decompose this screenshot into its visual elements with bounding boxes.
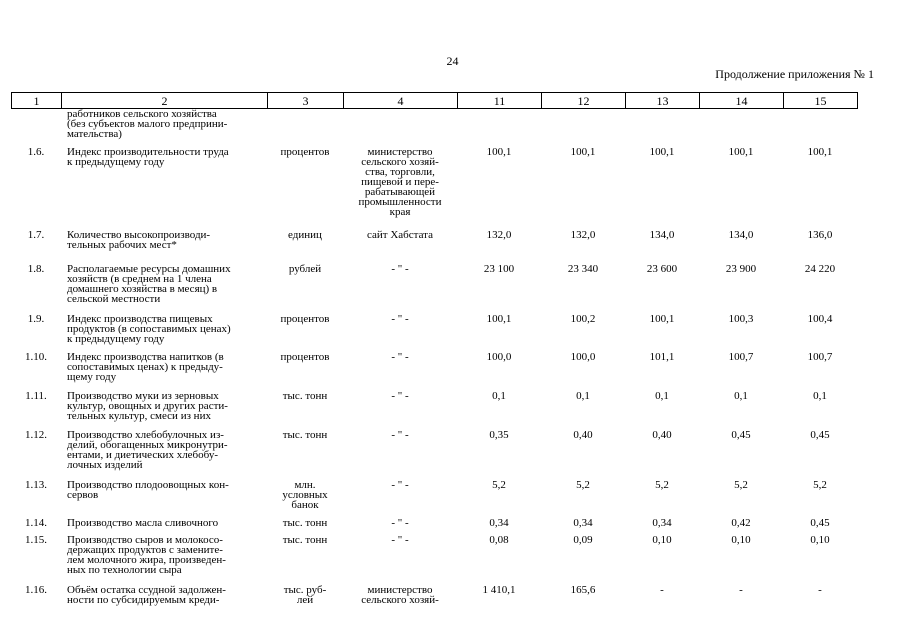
row-number: 1.8. xyxy=(27,263,45,275)
value-11: 5,2 xyxy=(492,479,506,491)
value-11: 100,1 xyxy=(486,313,512,325)
indicator-name: Индекс производства пищевых продуктов (в сопоставимых ценах) к предыдущему году xyxy=(67,313,231,345)
value-12: 100,1 xyxy=(570,146,596,158)
value-13: 5,2 xyxy=(655,479,669,491)
value-15: 0,1 xyxy=(813,390,827,402)
column-header: 12 xyxy=(542,93,626,109)
source: сайт Хабстата xyxy=(366,229,433,241)
value-13: 0,40 xyxy=(652,429,672,441)
value-11: 100,1 xyxy=(486,146,512,158)
unit: тыс. тонн xyxy=(282,429,328,441)
value-15: 100,4 xyxy=(807,313,833,325)
unit: тыс. руб- лей xyxy=(283,584,327,606)
row-number: 1.13. xyxy=(25,479,47,491)
value-15: 100,7 xyxy=(807,351,833,363)
value-14: 100,1 xyxy=(728,146,754,158)
source: - " - xyxy=(391,479,409,491)
continuation-label: Продолжение приложения № 1 xyxy=(715,67,874,81)
value-15: - xyxy=(818,584,822,596)
column-header: 1 xyxy=(12,93,62,109)
unit: процентов xyxy=(280,351,330,363)
indicator-name: Индекс производительности труда к предыдущему году xyxy=(67,146,229,168)
value-11: 23 100 xyxy=(483,263,515,275)
value-15: 5,2 xyxy=(813,479,827,491)
source: - " - xyxy=(391,390,409,402)
value-13: 0,10 xyxy=(652,534,672,546)
row-number: 1.10. xyxy=(25,351,47,363)
unit: тыс. тонн xyxy=(282,390,328,402)
value-11: 132,0 xyxy=(486,229,512,241)
value-11: 0,35 xyxy=(489,429,509,441)
value-15: 0,45 xyxy=(810,429,830,441)
column-header: 11 xyxy=(458,93,542,109)
column-header: 14 xyxy=(700,93,784,109)
indicator-name: Производство плодоовощных кон- сервов xyxy=(67,479,229,501)
unit: тыс. тонн xyxy=(282,534,328,546)
value-15: 0,10 xyxy=(810,534,830,546)
indicator-name: Количество высокопроизводи- тельных рабочих мест* xyxy=(67,229,211,251)
value-14: 0,1 xyxy=(734,390,748,402)
source: - " - xyxy=(391,313,409,325)
indicator-name: Объём остатка ссудной задолжен- ности по субсидируемым креди- xyxy=(67,584,226,606)
value-14: 5,2 xyxy=(734,479,748,491)
unit: процентов xyxy=(280,313,330,325)
value-12: 165,6 xyxy=(570,584,596,596)
value-13: 100,1 xyxy=(649,313,675,325)
column-header-row xyxy=(12,93,858,109)
value-15: 136,0 xyxy=(807,229,833,241)
indicator-name: Производство сыров и молокосо- держащих продуктов с замените- лем молочного жира, произведен- ных по технологии сыра xyxy=(67,534,226,576)
column-header-table xyxy=(11,92,858,109)
unit: единиц xyxy=(288,229,322,241)
row-number: 1.12. xyxy=(25,429,47,441)
value-12: 5,2 xyxy=(576,479,590,491)
source: министерство сельского хозяй- ства, торговли, пищевой и пере- рабатывающей промышленности края xyxy=(358,146,442,218)
row-number: 1.11. xyxy=(25,390,47,402)
indicator-name: работников сельского хозяйства (без субъектов малого предприни- мательства) xyxy=(67,108,228,140)
indicator-name: Располагаемые ресурсы домашних хозяйств (в среднем на 1 члена домашнего хозяйства в месяц) в сельской местности xyxy=(67,263,231,305)
value-14: 134,0 xyxy=(728,229,754,241)
column-header: 13 xyxy=(626,93,700,109)
row-number: 1.9. xyxy=(27,313,45,325)
value-14: 100,7 xyxy=(728,351,754,363)
value-11: 0,1 xyxy=(492,390,506,402)
row-number: 1.6. xyxy=(27,146,45,158)
value-15: 24 220 xyxy=(804,263,836,275)
column-header: 15 xyxy=(784,93,858,109)
unit: рублей xyxy=(288,263,322,275)
value-14: 0,45 xyxy=(731,429,751,441)
source: - " - xyxy=(391,429,409,441)
value-13: 134,0 xyxy=(649,229,675,241)
row-number: 1.7. xyxy=(27,229,45,241)
source: - " - xyxy=(391,351,409,363)
indicator-name: Производство масла сливочного xyxy=(67,517,219,529)
source: - " - xyxy=(391,263,409,275)
page-number: 24 xyxy=(446,54,459,68)
value-12: 100,0 xyxy=(570,351,596,363)
indicator-name: Производство хлебобулочных из- делий, обогащенных микронутри- ентами, и диетических хлебобу- лочных изделий xyxy=(67,429,228,471)
column-header: 4 xyxy=(344,93,458,109)
value-13: - xyxy=(660,584,664,596)
indicator-name: Индекс производства напитков (в сопоставимых ценах) к предыду- щему году xyxy=(67,351,224,383)
column-header: 2 xyxy=(62,93,268,109)
value-14: 0,10 xyxy=(731,534,751,546)
unit: тыс. тонн xyxy=(282,517,328,529)
value-12: 23 340 xyxy=(567,263,599,275)
row-number: 1.15. xyxy=(25,534,47,546)
value-15: 100,1 xyxy=(807,146,833,158)
value-13: 0,34 xyxy=(652,517,672,529)
value-13: 23 600 xyxy=(646,263,678,275)
value-12: 100,2 xyxy=(570,313,596,325)
value-13: 0,1 xyxy=(655,390,669,402)
value-11: 1 410,1 xyxy=(482,584,516,596)
value-11: 0,08 xyxy=(489,534,509,546)
row-number: 1.14. xyxy=(25,517,47,529)
unit: млн. условных банок xyxy=(282,479,328,511)
value-11: 100,0 xyxy=(486,351,512,363)
value-11: 0,34 xyxy=(489,517,509,529)
source: - " - xyxy=(391,517,409,529)
source: - " - xyxy=(391,534,409,546)
indicator-name: Производство муки из зерновых культур, овощных и других расти- тельных культур, смеси из них xyxy=(67,390,228,422)
value-13: 100,1 xyxy=(649,146,675,158)
row-number: 1.16. xyxy=(25,584,47,596)
value-13: 101,1 xyxy=(649,351,675,363)
value-12: 0,40 xyxy=(573,429,593,441)
value-12: 0,09 xyxy=(573,534,593,546)
source: министерство сельского хозяй- xyxy=(361,584,439,606)
column-header: 3 xyxy=(268,93,344,109)
value-14: 100,3 xyxy=(728,313,754,325)
value-14: 0,42 xyxy=(731,517,751,529)
value-14: 23 900 xyxy=(725,263,757,275)
value-12: 0,34 xyxy=(573,517,593,529)
unit: процентов xyxy=(280,146,330,158)
value-15: 0,45 xyxy=(810,517,830,529)
value-12: 132,0 xyxy=(570,229,596,241)
value-12: 0,1 xyxy=(576,390,590,402)
value-14: - xyxy=(739,584,743,596)
